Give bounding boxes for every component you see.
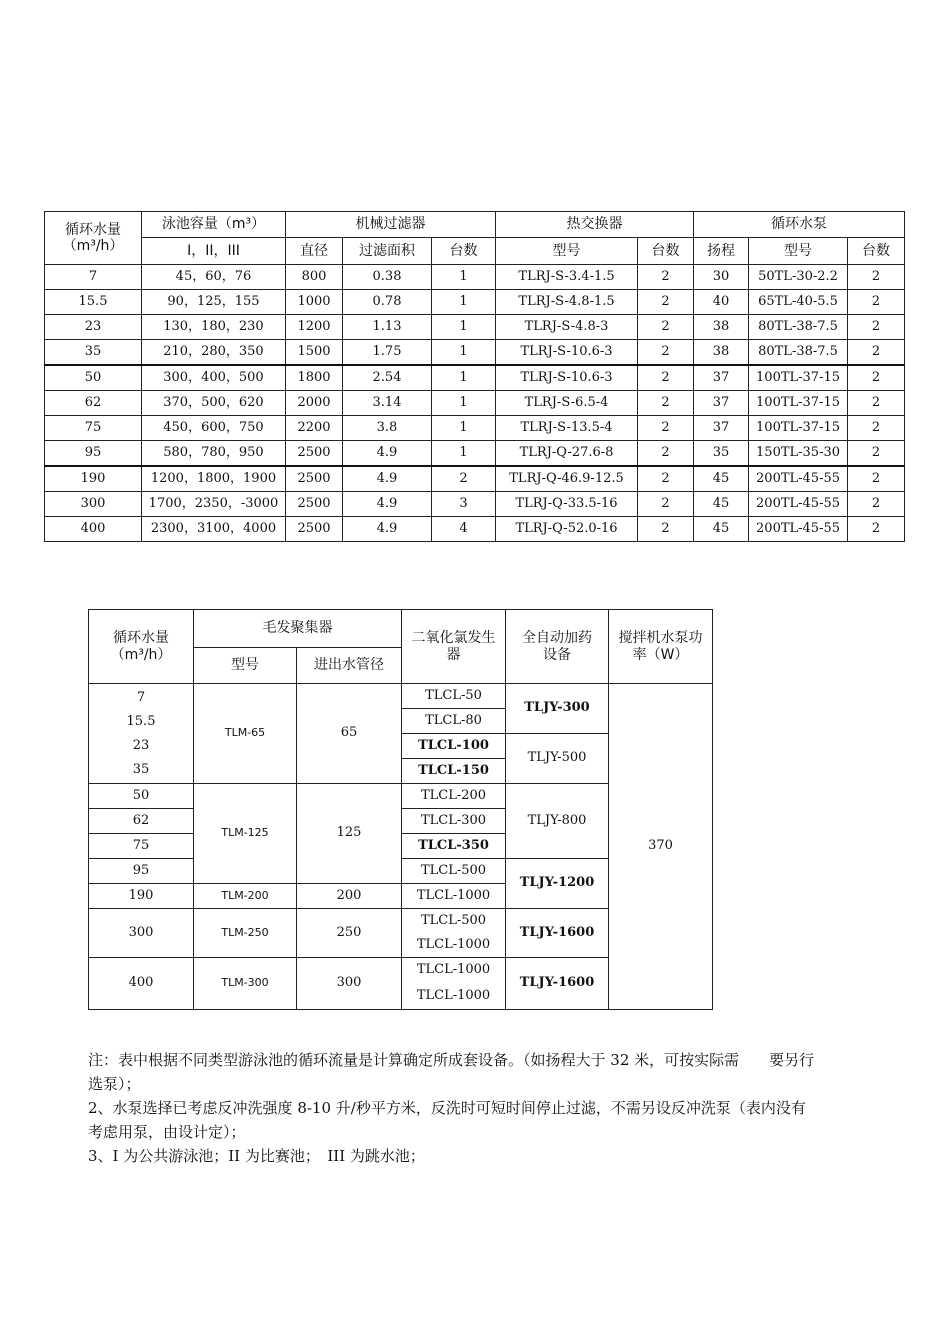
hair-model-cell: TLM-65 xyxy=(194,684,297,784)
chlorine-model-cell: TLCL-1000 xyxy=(402,933,506,958)
table-row xyxy=(45,340,905,366)
table-row xyxy=(45,441,905,467)
filter-count-cell: 2 xyxy=(432,466,496,492)
pump-count-cell: 2 xyxy=(848,290,905,315)
header-hair-model: 型号 xyxy=(194,648,297,684)
hair-pipe-cell: 65 xyxy=(297,684,402,784)
flow-cell: 190 xyxy=(89,884,194,909)
table-row xyxy=(45,466,905,492)
header-pool-types: I，II，III xyxy=(142,238,286,265)
header-hx-count: 台数 xyxy=(638,238,694,265)
flow-cell: 50 xyxy=(89,784,194,809)
pool-volume-cell: 90，125，155 xyxy=(142,290,286,315)
pool-volume-cell: 450，600，750 xyxy=(142,416,286,441)
filter-area-cell: 4.9 xyxy=(343,492,432,517)
chlorine-model-cell: TLCL-500 xyxy=(402,909,506,934)
chlorine-model-cell: TLCL-500 xyxy=(402,859,506,884)
flow-cell: 62 xyxy=(89,809,194,834)
dosing-model-cell: TLJY-500 xyxy=(506,734,609,784)
header-hair-collector-group: 毛发聚集器 xyxy=(194,610,402,648)
header-hx-model: 型号 xyxy=(496,238,638,265)
header-heat-exchanger-group: 热交换器 xyxy=(496,212,694,238)
hx-model-cell: TLRJ-S-3.4-1.5 xyxy=(496,265,638,290)
header-dosing-equipment: 全自动加药设备 xyxy=(506,610,609,684)
header-pump-head: 扬程 xyxy=(694,238,749,265)
hair-pipe-cell: 200 xyxy=(297,884,402,909)
pool-volume-cell: 45，60，76 xyxy=(142,265,286,290)
hair-pipe-cell: 250 xyxy=(297,909,402,958)
equipment-selection-table xyxy=(44,211,905,542)
hx-count-cell: 2 xyxy=(638,265,694,290)
chlorine-model-cell: TLCL-1000 xyxy=(402,958,506,984)
filter-area-cell: 4.9 xyxy=(343,466,432,492)
flow-cell: 400 xyxy=(89,958,194,1010)
hx-model-cell: TLRJ-Q-46.9-12.5 xyxy=(496,466,638,492)
pump-head-cell: 45 xyxy=(694,466,749,492)
pump-model-cell: 100TL-37-15 xyxy=(749,416,848,441)
pump-head-cell: 38 xyxy=(694,315,749,340)
chlorine-model-cell: TLCL-80 xyxy=(402,709,506,734)
pump-count-cell: 2 xyxy=(848,441,905,467)
filter-area-cell: 3.14 xyxy=(343,391,432,416)
hx-count-cell: 2 xyxy=(638,315,694,340)
pool-volume-cell: 370，500，620 xyxy=(142,391,286,416)
pump-head-cell: 37 xyxy=(694,416,749,441)
filter-count-cell: 1 xyxy=(432,340,496,366)
flow-cell: 95 xyxy=(45,441,142,467)
filter-count-cell: 1 xyxy=(432,391,496,416)
filter-diameter-cell: 2500 xyxy=(286,492,343,517)
pump-head-cell: 30 xyxy=(694,265,749,290)
pool-volume-cell: 2300，3100，4000 xyxy=(142,517,286,542)
pool-volume-cell: 300，400，500 xyxy=(142,365,286,391)
filter-area-cell: 0.78 xyxy=(343,290,432,315)
pump-head-cell: 35 xyxy=(694,441,749,467)
header-pool-volume: 泳池容量（m³） xyxy=(142,212,286,238)
filter-diameter-cell: 1800 xyxy=(286,365,343,391)
hair-pipe-cell: 300 xyxy=(297,958,402,1010)
chlorine-model-cell: TLCL-100 xyxy=(402,734,506,759)
pool-volume-cell: 1700，2350，-3000 xyxy=(142,492,286,517)
filter-diameter-cell: 1500 xyxy=(286,340,343,366)
note-line: 注：表中根据不同类型游泳池的循环流量是计算确定所成套设备。（如扬程大于 32 米，可按实际需 要另行选泵）； xyxy=(88,1051,815,1093)
header-pump-count: 台数 xyxy=(848,238,905,265)
pump-count-cell: 2 xyxy=(848,466,905,492)
notes xyxy=(88,1048,818,1168)
hair-pipe-cell: 125 xyxy=(297,784,402,884)
filter-diameter-cell: 2500 xyxy=(286,466,343,492)
filter-diameter-cell: 800 xyxy=(286,265,343,290)
pool-volume-cell: 130，180，230 xyxy=(142,315,286,340)
chlorine-model-cell: TLCL-50 xyxy=(402,684,506,709)
filter-count-cell: 1 xyxy=(432,416,496,441)
pump-head-cell: 37 xyxy=(694,365,749,391)
hx-count-cell: 2 xyxy=(638,492,694,517)
flow-cell: 15.5 xyxy=(45,290,142,315)
pump-model-cell: 150TL-35-30 xyxy=(749,441,848,467)
header-filter-area: 过滤面积 xyxy=(343,238,432,265)
hx-count-cell: 2 xyxy=(638,466,694,492)
hx-model-cell: TLRJ-S-10.6-3 xyxy=(496,340,638,366)
hx-model-cell: TLRJ-S-4.8-3 xyxy=(496,315,638,340)
table-row xyxy=(45,416,905,441)
note-line: 3、I 为公共游泳池；II 为比赛池； III 为跳水池； xyxy=(88,1147,425,1165)
header-filter-group: 机械过滤器 xyxy=(286,212,496,238)
hx-count-cell: 2 xyxy=(638,290,694,315)
flow-cell: 75 xyxy=(45,416,142,441)
table-row xyxy=(45,315,905,340)
pump-model-cell: 65TL-40-5.5 xyxy=(749,290,848,315)
chlorine-model-cell: TLCL-200 xyxy=(402,784,506,809)
flow-cell: 75 xyxy=(89,834,194,859)
pool-volume-cell: 210，280，350 xyxy=(142,340,286,366)
flow-cell: 400 xyxy=(45,517,142,542)
header-filter-count: 台数 xyxy=(432,238,496,265)
header-flow: 循环水量 （m³/h） xyxy=(45,212,142,265)
header-pump-model: 型号 xyxy=(749,238,848,265)
hair-model-cell: TLM-200 xyxy=(194,884,297,909)
table-row xyxy=(45,290,905,315)
chlorine-model-cell: TLCL-300 xyxy=(402,809,506,834)
filter-area-cell: 2.54 xyxy=(343,365,432,391)
pump-head-cell: 38 xyxy=(694,340,749,366)
header-hair-pipe: 进出水管径 xyxy=(297,648,402,684)
hx-count-cell: 2 xyxy=(638,340,694,366)
dosing-model-cell: TLJY-300 xyxy=(506,684,609,734)
pump-head-cell: 45 xyxy=(694,517,749,542)
filter-area-cell: 4.9 xyxy=(343,517,432,542)
flow-cell: 300 xyxy=(45,492,142,517)
filter-count-cell: 1 xyxy=(432,441,496,467)
hair-model-cell: TLM-250 xyxy=(194,909,297,958)
header-flow: 循环水量 （m³/h） xyxy=(89,610,194,684)
header-pump-group: 循环水泵 xyxy=(694,212,905,238)
pump-count-cell: 2 xyxy=(848,517,905,542)
filter-area-cell: 0.38 xyxy=(343,265,432,290)
table-row xyxy=(45,365,905,391)
dosing-model-cell: TLJY-1600 xyxy=(506,909,609,958)
pump-head-cell: 40 xyxy=(694,290,749,315)
flow-cell: 23 xyxy=(45,315,142,340)
hx-count-cell: 2 xyxy=(638,416,694,441)
pump-head-cell: 45 xyxy=(694,492,749,517)
flow-cell: 50 xyxy=(45,365,142,391)
hx-model-cell: TLRJ-S-10.6-3 xyxy=(496,365,638,391)
chlorine-model-cell: TLCL-1000 xyxy=(402,884,506,909)
hx-model-cell: TLRJ-S-6.5-4 xyxy=(496,391,638,416)
auxiliary-equipment-table xyxy=(88,609,713,1010)
table-row xyxy=(45,517,905,542)
flow-cell: 300 xyxy=(89,909,194,958)
filter-area-cell: 4.9 xyxy=(343,441,432,467)
filter-diameter-cell: 2000 xyxy=(286,391,343,416)
hx-model-cell: TLRJ-S-13.5-4 xyxy=(496,416,638,441)
filter-diameter-cell: 2500 xyxy=(286,441,343,467)
filter-count-cell: 1 xyxy=(432,290,496,315)
filter-count-cell: 1 xyxy=(432,365,496,391)
mixer-power-cell: 370 xyxy=(609,684,713,1010)
flow-group-1: 7 15.5 23 35 xyxy=(89,684,194,784)
hx-model-cell: TLRJ-Q-33.5-16 xyxy=(496,492,638,517)
filter-diameter-cell: 2200 xyxy=(286,416,343,441)
chlorine-model-cell: TLCL-350 xyxy=(402,834,506,859)
filter-diameter-cell: 1000 xyxy=(286,290,343,315)
filter-area-cell: 1.13 xyxy=(343,315,432,340)
filter-diameter-cell: 2500 xyxy=(286,517,343,542)
pump-count-cell: 2 xyxy=(848,492,905,517)
filter-count-cell: 4 xyxy=(432,517,496,542)
filter-diameter-cell: 1200 xyxy=(286,315,343,340)
pump-head-cell: 37 xyxy=(694,391,749,416)
pump-count-cell: 2 xyxy=(848,265,905,290)
pump-model-cell: 100TL-37-15 xyxy=(749,365,848,391)
pump-model-cell: 80TL-38-7.5 xyxy=(749,315,848,340)
flow-cell: 95 xyxy=(89,859,194,884)
hx-model-cell: TLRJ-Q-27.6-8 xyxy=(496,441,638,467)
filter-area-cell: 1.75 xyxy=(343,340,432,366)
hx-model-cell: TLRJ-Q-52.0-16 xyxy=(496,517,638,542)
pump-count-cell: 2 xyxy=(848,340,905,366)
chlorine-model-cell: TLCL-1000 xyxy=(402,984,506,1010)
dosing-model-cell: TLJY-1200 xyxy=(506,859,609,909)
hair-model-cell: TLM-125 xyxy=(194,784,297,884)
dosing-model-cell: TLJY-800 xyxy=(506,784,609,859)
header-chlorine-dioxide-generator: 二氧化氯发生器 xyxy=(402,610,506,684)
filter-area-cell: 3.8 xyxy=(343,416,432,441)
pump-model-cell: 100TL-37-15 xyxy=(749,391,848,416)
pump-model-cell: 200TL-45-55 xyxy=(749,517,848,542)
chlorine-model-cell: TLCL-150 xyxy=(402,759,506,784)
pump-count-cell: 2 xyxy=(848,365,905,391)
table-row xyxy=(45,492,905,517)
note-line: 2、水泵选择已考虑反冲洗强度 8-10 升/秒平方米，反洗时可短时间停止过滤，不需另设反冲洗泵（表内没有考虑用泵，由设计定）； xyxy=(88,1099,806,1141)
flow-cell: 35 xyxy=(45,340,142,366)
hx-count-cell: 2 xyxy=(638,365,694,391)
pool-volume-cell: 580，780，950 xyxy=(142,441,286,467)
pump-model-cell: 80TL-38-7.5 xyxy=(749,340,848,366)
pump-model-cell: 50TL-30-2.2 xyxy=(749,265,848,290)
pool-volume-cell: 1200，1800，1900 xyxy=(142,466,286,492)
filter-count-cell: 1 xyxy=(432,315,496,340)
pump-count-cell: 2 xyxy=(848,391,905,416)
hx-count-cell: 2 xyxy=(638,441,694,467)
flow-cell: 190 xyxy=(45,466,142,492)
pump-count-cell: 2 xyxy=(848,315,905,340)
dosing-model-cell: TLJY-1600 xyxy=(506,958,609,1010)
hx-count-cell: 2 xyxy=(638,391,694,416)
table-row xyxy=(45,391,905,416)
flow-cell: 7 xyxy=(45,265,142,290)
filter-count-cell: 1 xyxy=(432,265,496,290)
pump-model-cell: 200TL-45-55 xyxy=(749,492,848,517)
flow-cell: 62 xyxy=(45,391,142,416)
pump-count-cell: 2 xyxy=(848,416,905,441)
hair-model-cell: TLM-300 xyxy=(194,958,297,1010)
table-row xyxy=(45,265,905,290)
hx-model-cell: TLRJ-S-4.8-1.5 xyxy=(496,290,638,315)
header-filter-diameter: 直径 xyxy=(286,238,343,265)
filter-count-cell: 3 xyxy=(432,492,496,517)
hx-count-cell: 2 xyxy=(638,517,694,542)
pump-model-cell: 200TL-45-55 xyxy=(749,466,848,492)
header-mixer-pump-power: 搅拌机水泵功率（W） xyxy=(609,610,713,684)
